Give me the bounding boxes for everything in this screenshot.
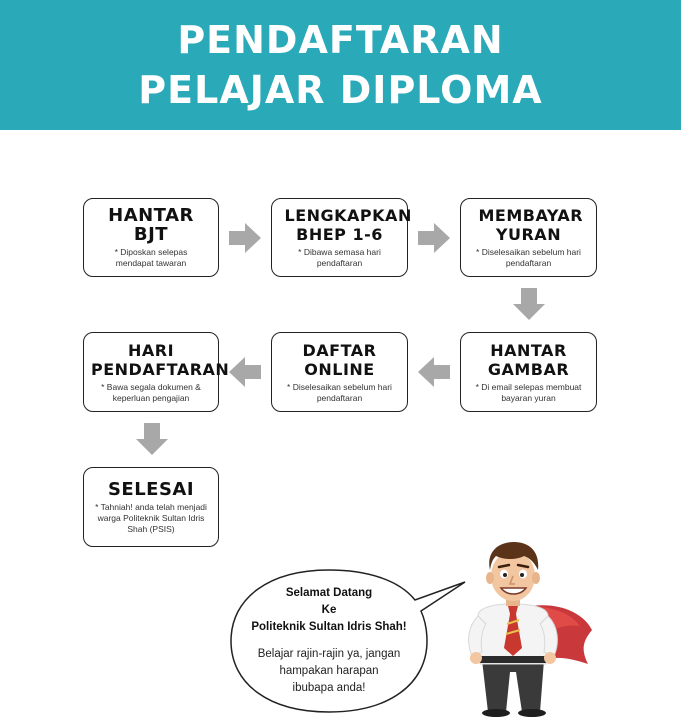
businessman-mascot-icon [452,540,597,718]
title-line-1: PENDAFTARAN [177,18,504,62]
step-title: LENGKAPKAN BHEP 1-6 [284,206,412,244]
speech-bubble [229,568,469,714]
greeting-line-2: Ke [321,604,337,616]
step-note: * Di email selepas membuat bayaran yuran [475,381,582,403]
arrow-left-icon [229,357,261,387]
arrow-left-icon [418,357,450,387]
step-hantar-bjt [83,198,219,277]
step-note: * Tahniah! anda telah menjadi warga Politeknik Sultan Idris Shah (PSIS) [95,501,207,534]
speech-bubble-text [229,568,429,714]
arrow-right-icon [418,223,450,253]
arrow-right-icon [229,223,261,253]
arrow-down-icon [136,423,168,455]
step-daftar-online [271,332,408,412]
step-note: * Dibawa semasa hari pendaftaran [298,247,381,268]
advice-line-3: ibubapa anda! [292,682,366,694]
step-selesai [83,467,219,547]
step-note: * Bawa segala dokumen & keperluan pengajian [101,381,201,403]
step-title: HARI PENDAFTARAN [91,340,230,379]
arrow-down-icon [513,288,545,320]
step-note: * Diposkan selepas mendapat tawaran [114,247,188,268]
step-note: * Diselesaikan sebelum hari pendaftaran [287,381,392,403]
header-banner [0,0,681,130]
step-hantar-gambar [460,332,597,412]
greeting-line-1: Selamat Datang [285,587,373,599]
step-hari-pendaftaran [83,332,230,412]
step-title: HANTAR GAMBAR [487,340,570,379]
advice-text [258,646,401,697]
advice-line-2: hampakan harapan [279,665,379,677]
step-title: HANTAR BJT [108,205,194,245]
title-line-2: PELAJAR DIPLOMA [138,68,543,112]
step-lengkapkan-bhep [271,198,412,277]
step-title: SELESAI [107,478,195,500]
step-title: DAFTAR ONLINE [302,340,377,379]
greeting-line-3: Politeknik Sultan Idris Shah! [251,621,407,633]
step-title: MEMBAYAR YURAN [478,206,584,244]
advice-line-1: Belajar rajin-rajin ya, jangan [257,648,401,660]
step-membayar-yuran [460,198,597,277]
step-note: * Diselesaikan sebelum hari pendaftaran [476,247,581,268]
